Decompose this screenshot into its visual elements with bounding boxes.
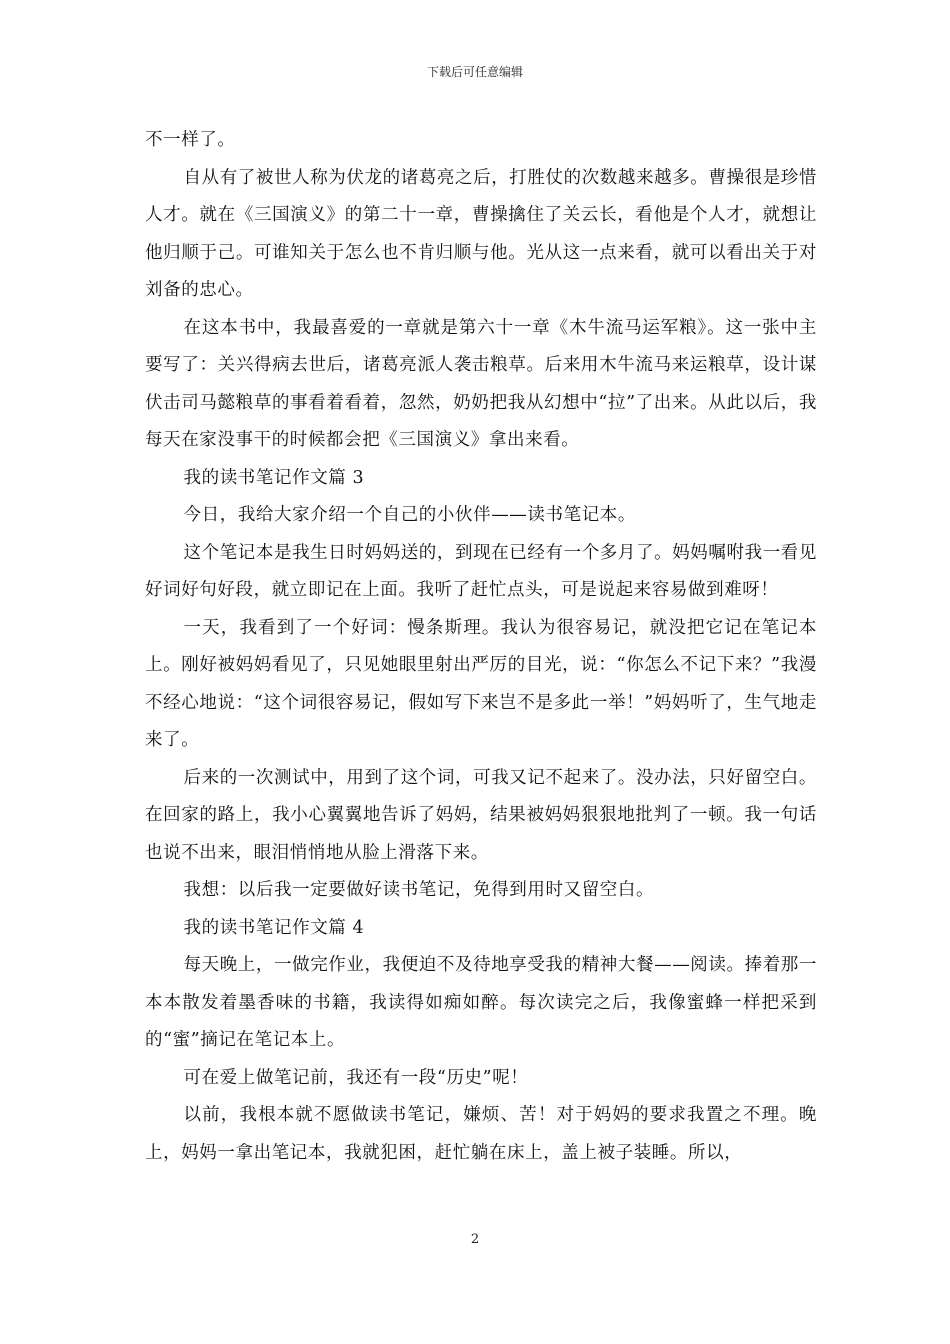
paragraph-5: 这个笔记本是我生日时妈妈送的，到现在已经有一个多月了。妈妈嘱咐我一看见好词好句好段，就立即记在上面。我听了赶忙点头，可是说起来容易做到难呀！ xyxy=(145,542,817,600)
paragraph-11: 以前，我根本就不愿做读书笔记，嫌烦、苦！对于妈妈的要求我置之不理。晚上，妈妈一拿出笔记本，我就犯困，赶忙躺在床上，盖上被子装睡。所以， xyxy=(145,1105,817,1163)
page-number: 2 xyxy=(470,1232,480,1247)
paragraph-2: 自从有了被世人称为伏龙的诸葛亮之后，打胜仗的次数越来越多。曹操很是珍惜人才。就在《三国演义》的第二十一章，曹操擒住了关云长，看他是个人才，就想让他归顺于己。可谁知关于怎么也不肯归顺与他。光从这一点来看，就可以看出关于对刘备的忠心。 xyxy=(145,167,817,300)
document-body xyxy=(145,122,817,1172)
page-header: 下载后可任意编辑 xyxy=(426,65,523,79)
paragraph-3: 在这本书中，我最喜爱的一章就是第六十一章《木牛流马运军粮》。这一张中主要写了：关兴得病去世后，诸葛亮派人袭击粮草。后来用木牛流马来运粮草，设计谋伏击司马懿粮草的事看着看着，忽然，奶奶把我从幻想中“拉”了出来。从此以后，我每天在家没事干的时候都会把《三国演义》拿出来看。 xyxy=(145,317,817,450)
paragraph-1: 不一样了。 xyxy=(145,130,236,150)
paragraph-10: 可在爱上做笔记前，我还有一段“历史”呢！ xyxy=(183,1067,529,1088)
paragraph-7: 后来的一次测试中，用到了这个词，可我又记不起来了。没办法，只好留空白。在回家的路上，我小心翼翼地告诉了妈妈，结果被妈妈狠狠地批判了一顿。我一句话也说不出来，眼泪悄悄地从脸上滑落下来。 xyxy=(145,767,817,863)
paragraph-6: 一天，我看到了一个好词：慢条斯理。我认为很容易记，就没把它记在笔记本上。刚好被妈妈看见了，只见她眼里射出严厉的目光，说：“你怎么不记下来？”我漫不经心地说：“这个词很容易记，假如写下来岂不是多此一举！”妈妈听了，生气地走来了。 xyxy=(145,617,817,750)
section-heading-3: 我的读书笔记作文篇 3 xyxy=(183,467,365,488)
paragraph-4: 今日，我给大家介绍一个自己的小伙伴——读书笔记本。 xyxy=(183,505,636,525)
paragraph-8: 我想：以后我一定要做好读书笔记，免得到用时又留空白。 xyxy=(183,880,655,900)
paragraph-9: 每天晚上，一做完作业，我便迫不及待地享受我的精神大餐——阅读。捧着那一本本散发着墨香味的书籍，我读得如痴如醉。每次读完之后，我像蜜蜂一样把采到的“蜜”摘记在笔记本上。 xyxy=(145,955,817,1050)
section-heading-4: 我的读书笔记作文篇 4 xyxy=(183,917,365,938)
